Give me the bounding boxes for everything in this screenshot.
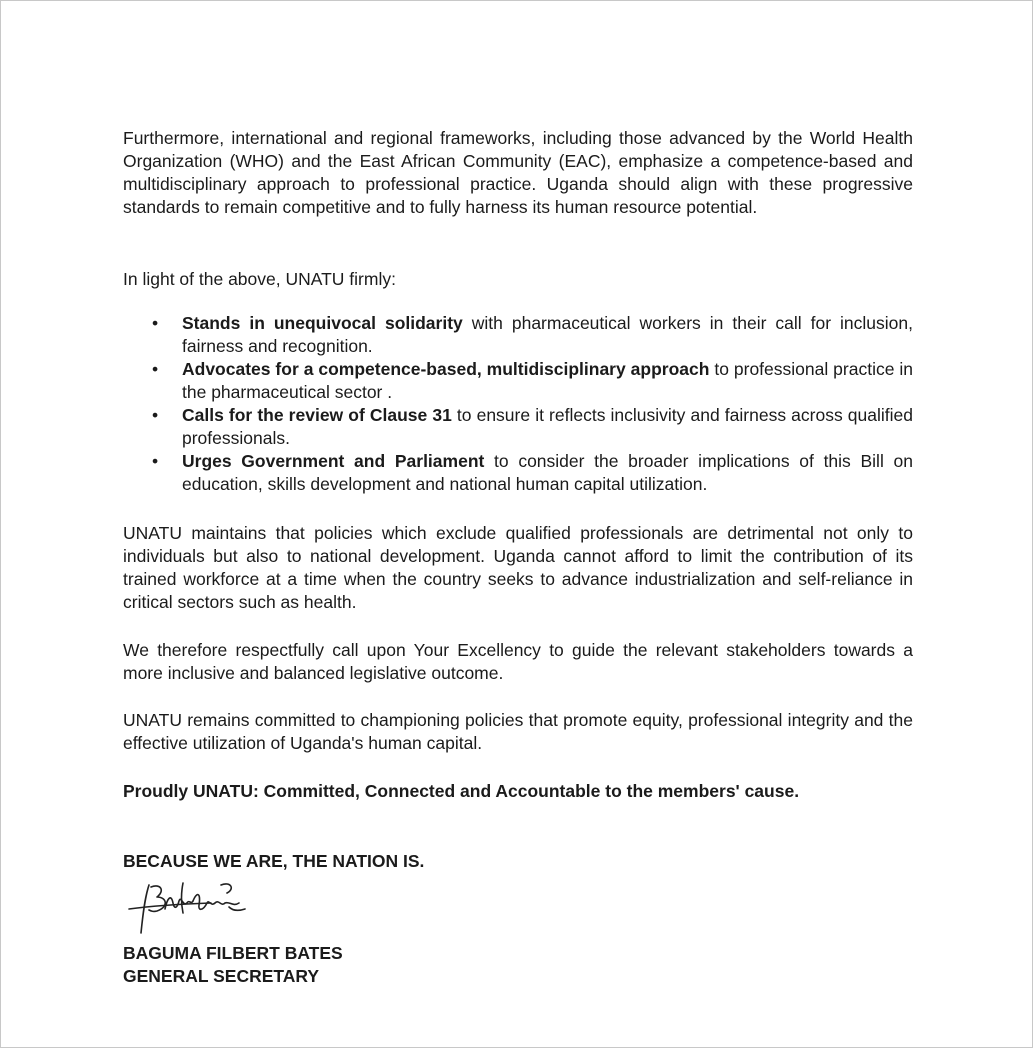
signature-icon (121, 873, 251, 943)
list-item-emphasis: Advocates for a competence-based, multidisciplinary approach (182, 359, 710, 379)
bullet-icon: • (152, 451, 159, 471)
list-item-emphasis: Stands in unequivocal solidarity (182, 313, 463, 333)
list-item-text: to professional practice in the pharmaceutical sector . (182, 359, 914, 402)
list-item-emphasis: Urges Government and Parliament (182, 451, 485, 471)
bullet-icon: • (152, 359, 159, 379)
signatory-title: GENERAL SECRETARY (123, 966, 320, 986)
list-item (123, 450, 913, 496)
list-item (123, 312, 913, 358)
list-item (123, 358, 913, 404)
motto: BECAUSE WE ARE, THE NATION IS. (123, 851, 425, 871)
paragraph-slogan: Proudly UNATU: Committed, Connected and Accountable to the members' cause. (123, 781, 800, 801)
bullet-icon: • (152, 313, 159, 333)
list-item (123, 404, 913, 450)
bullet-icon: • (152, 405, 159, 425)
paragraph-policy-impact: UNATU maintains that policies which exclude qualified professionals are detrimental not only to individuals but also to national development. Uganda cannot afford to limit the contribution of its trained workforce at a time when the country seeks to advance industrialization and self-reliance in critical sectors such as health. (123, 523, 913, 612)
paragraph-frameworks: Furthermore, international and regional frameworks, including those advanced by the World Health Organization (WHO) and the East African Community (EAC), emphasize a competence-based and multidisciplinary approach to professional practice. Uganda should align with these progressive standards to remain competitive and to fully harness its human resource potential. (123, 128, 913, 217)
paragraph-intro-stance: In light of the above, UNATU firmly: (123, 269, 396, 289)
list-item-text: with pharmaceutical workers in their call for inclusion, fairness and recognition. (182, 313, 914, 356)
list-item-text: to ensure it reflects inclusivity and fairness across qualified professionals. (182, 405, 913, 448)
signatory-name: BAGUMA FILBERT BATES (123, 943, 343, 963)
paragraph-appeal: We therefore respectfully call upon Your Excellency to guide the relevant stakeholders towards a more inclusive and balanced legislative outcome. (123, 640, 913, 683)
list-item-text: to consider the broader implications of this Bill on education, skills development and national human capital utilization. (182, 451, 913, 494)
list-item-emphasis: Calls for the review of Clause 31 (182, 405, 452, 425)
stance-list (123, 312, 913, 496)
paragraph-commitment: UNATU remains committed to championing policies that promote equity, professional integrity and the effective utilization of Uganda's human capital. (123, 710, 913, 753)
